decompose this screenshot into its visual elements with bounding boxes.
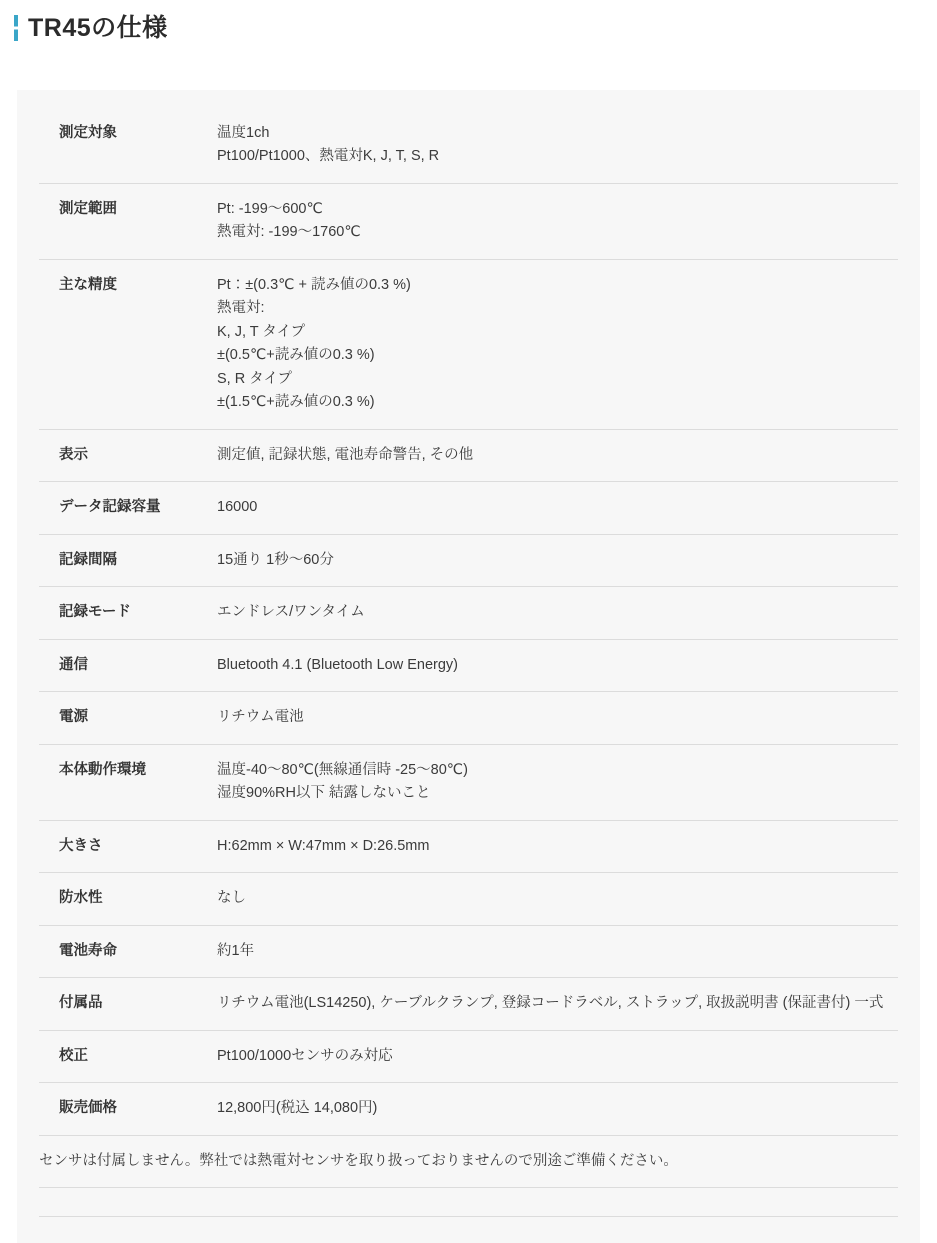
spec-value	[217, 587, 898, 639]
table-row	[39, 534, 898, 586]
spec-value-line: ±(1.5℃+読み値の0.3 %)	[217, 394, 375, 411]
table-row	[39, 482, 898, 534]
table-row	[39, 259, 898, 429]
spec-value-line: なし	[217, 890, 246, 907]
spec-value	[217, 873, 898, 925]
spec-value	[217, 744, 898, 820]
spec-value-line: K, J, T タイプ	[217, 323, 306, 340]
spec-value-line: Pt：±(0.3℃ + 読み値の0.3 %)	[217, 276, 411, 293]
spec-value-line: Pt100/Pt1000、熱電対K, J, T, S, R	[217, 148, 440, 165]
table-row	[39, 692, 898, 744]
table-row	[39, 873, 898, 925]
spec-value-line: 熱電対: -199〜1760℃	[217, 224, 361, 241]
spec-value	[217, 259, 898, 429]
title-accent-bar	[14, 15, 18, 41]
spec-value-line: Pt: -199〜600℃	[217, 200, 323, 217]
spec-value	[217, 639, 898, 691]
table-row	[39, 820, 898, 872]
spec-value-line: 湿度90%RH以下 結露しないこと	[217, 785, 431, 802]
table-bottom-spacer	[39, 1188, 898, 1217]
spec-label: 電池寿命	[59, 942, 117, 959]
spec-value-line: ±(0.5℃+読み値の0.3 %)	[217, 347, 375, 364]
spec-label: 主な精度	[59, 276, 117, 293]
spec-label: 大きさ	[59, 837, 103, 854]
table-row	[39, 108, 898, 183]
spec-label: 防水性	[59, 890, 103, 907]
spec-value	[217, 482, 898, 534]
spec-value-line: 12,800円(税込 14,080円)	[217, 1100, 378, 1117]
spec-value-line: Bluetooth 4.1 (Bluetooth Low Energy)	[217, 656, 459, 673]
spec-value	[217, 978, 898, 1030]
spec-label: 測定対象	[59, 125, 117, 141]
spec-label: 販売価格	[59, 1100, 117, 1117]
spec-value-line: Pt100/1000センサのみ対応	[217, 1047, 393, 1064]
spec-label: 付属品	[59, 995, 103, 1012]
spec-value-line: 熱電対:	[217, 300, 265, 317]
spec-label: 本体動作環境	[59, 761, 146, 778]
spec-value-line: リチウム電池(LS14250), ケーブルクランプ, 登録コードラベル, ストラップ, 取扱説明書 (保証書付) 一式	[217, 995, 884, 1012]
spec-value	[217, 692, 898, 744]
table-bottom-spacer-cell	[39, 1188, 898, 1217]
page-title: TR45の仕様	[28, 13, 168, 42]
spec-value-line: リチウム電池	[217, 709, 304, 726]
spec-value-line: 測定値, 記録状態, 電池寿命警告, その他	[217, 446, 474, 463]
table-note-row	[39, 1135, 898, 1187]
spec-label: 校正	[59, 1047, 88, 1064]
table-row	[39, 925, 898, 977]
spec-value-line: 16000	[217, 499, 258, 516]
table-row	[39, 744, 898, 820]
spec-label: 表示	[59, 446, 88, 463]
specifications-table-body	[39, 108, 898, 1217]
page-title-bar	[0, 0, 937, 46]
table-row	[39, 1083, 898, 1135]
spec-value	[217, 1030, 898, 1082]
spec-label: 記録モード	[59, 604, 131, 621]
specifications-table	[39, 108, 898, 1217]
spec-label: 記録間隔	[59, 551, 117, 568]
spec-value	[217, 108, 898, 183]
spec-value-line: S, R タイプ	[217, 370, 293, 387]
spec-label: 電源	[59, 709, 88, 726]
spec-value-line: 約1年	[217, 942, 255, 959]
spec-value-line: 温度-40〜80℃(無線通信時 -25〜80℃)	[217, 761, 468, 778]
spec-value-line: 温度1ch	[217, 125, 270, 141]
table-row	[39, 429, 898, 481]
spec-value	[217, 1083, 898, 1135]
spec-value	[217, 925, 898, 977]
table-row	[39, 978, 898, 1030]
spec-label: データ記録容量	[59, 499, 161, 516]
spec-value-line: 15通り 1秒〜60分	[217, 551, 334, 568]
spec-value	[217, 183, 898, 259]
table-row	[39, 183, 898, 259]
spec-value	[217, 820, 898, 872]
table-row	[39, 587, 898, 639]
spec-label: 通信	[59, 656, 88, 673]
spec-note: センサは付属しません。弊社では熱電対センサを取り扱っておりませんので別途ご準備ください。	[39, 1152, 678, 1169]
spec-label: 測定範囲	[59, 200, 117, 217]
spec-value-line: エンドレス/ワンタイム	[217, 604, 365, 621]
spec-value	[217, 429, 898, 481]
table-row	[39, 1030, 898, 1082]
table-row	[39, 639, 898, 691]
spec-value-line: H:62mm × W:47mm × D:26.5mm	[217, 837, 430, 854]
spec-value	[217, 534, 898, 586]
specifications-panel	[17, 90, 920, 1243]
